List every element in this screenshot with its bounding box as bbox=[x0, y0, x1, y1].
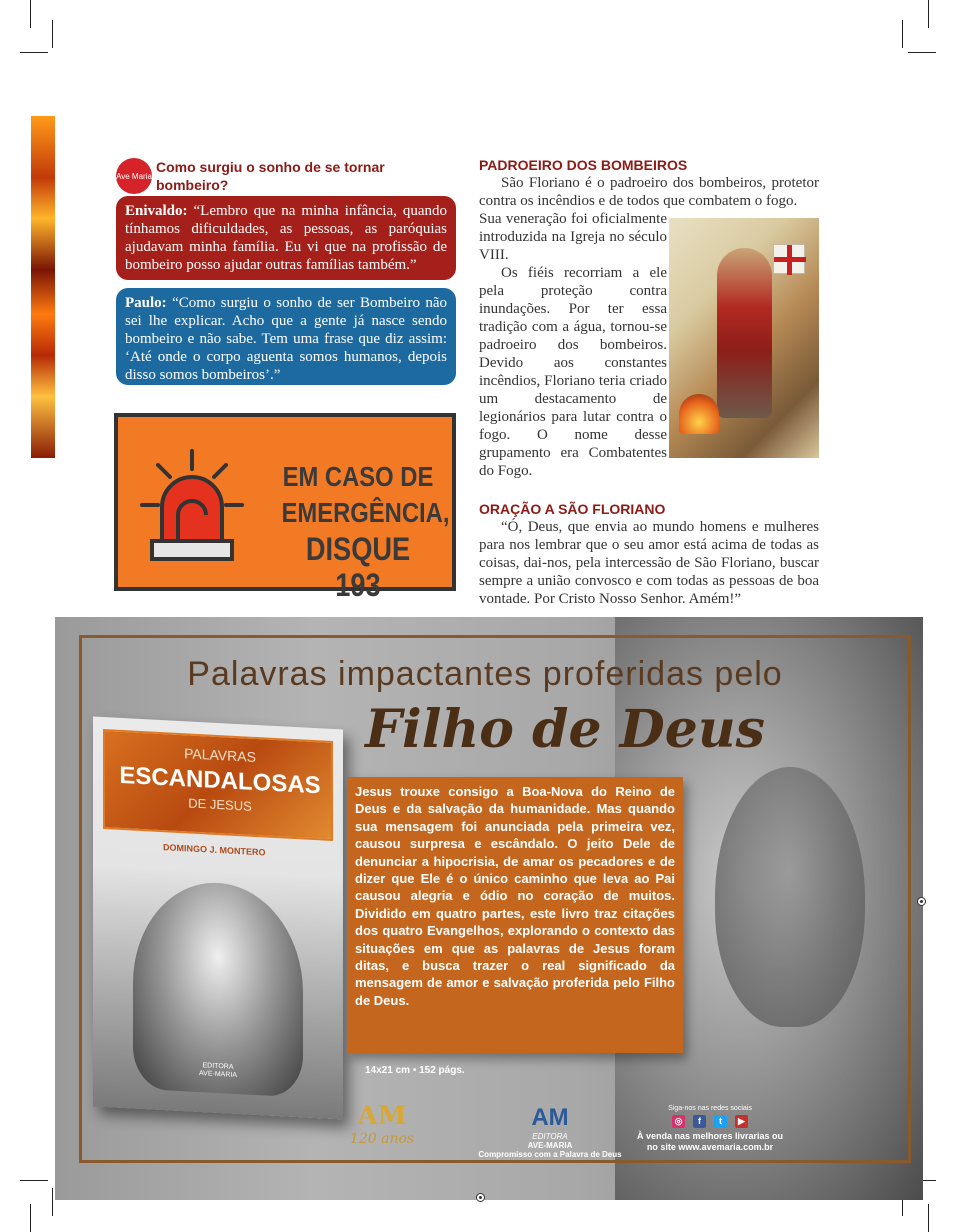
answer-text: “Lembro que na minha infância, quando tínhamos dificuldades, as pessoas, as paróquias ajudavam minha família. Eu vi que na profissão de bombeiro posso ajudar outras famílias também.” bbox=[125, 203, 447, 273]
qa-header bbox=[116, 158, 456, 194]
book-description: Jesus trouxe consigo a Boa-Nova do Reino de Deus e da salvação da humanidade. Mas quando sua mensagem foi anunciada pela primeira vez, causou surpresa e escândalo. O jeito Dele de denunciar a hipocrisia, de amar os pecadores e de dizer que Ele é o único caminho que leva ao Pai causou alegria e ódio no coração de muitos. Dividido em quatro partes, este livro traz citações dos quatro Evangelhos, explorando o contexto das situações em que as palavras de Jesus foram ditas, e busca trazer o real significado da mensagem de amor e salvação proferida pelo Filho de Deus. bbox=[347, 777, 683, 1053]
sale-line2: no site www.avemaria.com.br bbox=[646, 1142, 774, 1152]
book-title-panel bbox=[103, 729, 333, 841]
patron-paragraph-2: Os fiéis recorriam a ele pela proteção contra inundações. Por ter essa tradição com a água, tornou-se padroeiro dos bombeiros. Devido aos constantes incêndios, Floriano teria criado um destacamento de legionários para lutar contra o fogo. O nome desse grupamento era Combatentes do Fogo. bbox=[479, 265, 667, 479]
book-cover bbox=[93, 716, 343, 1119]
editora-line3: Compromisso com a Palavra de Deus bbox=[478, 1150, 622, 1159]
flag-icon bbox=[773, 244, 805, 274]
emergency-line2: EMERGÊNCIA, bbox=[281, 497, 450, 528]
spacer bbox=[479, 480, 819, 500]
book-specs: 14x21 cm • 152 págs. bbox=[365, 1065, 465, 1076]
answer-speaker: Enivaldo: bbox=[125, 203, 188, 219]
twitter-icon[interactable]: t bbox=[714, 1115, 727, 1128]
emergency-line1: EM CASO DE bbox=[282, 461, 434, 492]
patron-paragraph-1b: Sua veneração foi oficialmente introduzida na Igreja no século VIII. bbox=[479, 211, 667, 263]
editora-mark: AM bbox=[531, 1104, 569, 1131]
social-block bbox=[635, 1105, 785, 1153]
saint-florian-image bbox=[669, 218, 819, 458]
fire-strip-image bbox=[31, 116, 55, 458]
book-title-main: ESCANDALOSAS bbox=[119, 761, 321, 800]
flame-icon bbox=[679, 394, 719, 434]
answer-speaker: Paulo: bbox=[125, 295, 167, 311]
crop-mark bbox=[52, 20, 53, 48]
social-icons bbox=[635, 1115, 785, 1128]
book-publisher-line1: EDITORA bbox=[202, 1062, 234, 1071]
book-title-top: PALAVRAS bbox=[184, 745, 256, 765]
crop-mark bbox=[928, 1204, 929, 1232]
siren-icon bbox=[140, 445, 244, 565]
section-title-patron: PADROEIRO DOS BOMBEIROS bbox=[479, 157, 688, 173]
book-author: DOMINGO J. MONTERO bbox=[163, 842, 266, 858]
book-publisher-line2: AVE-MARIA bbox=[199, 1070, 237, 1079]
editora-line2: AVE-MARIA bbox=[527, 1141, 573, 1150]
emergency-text bbox=[281, 459, 450, 603]
editora-line1: EDITORA bbox=[532, 1132, 568, 1141]
crop-mark bbox=[20, 52, 48, 53]
patron-paragraph-1a: São Floriano é o padroeiro dos bombeiros, protetor contra os incêndios e de todos que combatem o fogo. bbox=[479, 175, 819, 209]
facebook-icon[interactable]: f bbox=[693, 1115, 706, 1128]
book-advertisement bbox=[55, 617, 923, 1200]
crop-mark bbox=[30, 1204, 31, 1232]
crop-mark bbox=[52, 1188, 53, 1216]
crop-mark bbox=[30, 0, 31, 28]
crop-mark bbox=[908, 52, 936, 53]
emergency-box bbox=[114, 413, 456, 603]
crop-mark bbox=[928, 0, 929, 28]
saint-figure bbox=[717, 248, 772, 418]
book-publisher bbox=[199, 1062, 237, 1080]
answer-bubble-enivaldo bbox=[116, 196, 456, 280]
book-title-bottom: DE JESUS bbox=[188, 795, 252, 814]
instagram-icon[interactable]: ◎ bbox=[672, 1115, 685, 1128]
ad-headline: Palavras impactantes proferidas pelo bbox=[187, 655, 783, 693]
crop-mark bbox=[20, 1180, 48, 1181]
logo-editora bbox=[475, 1104, 625, 1160]
registration-mark-icon bbox=[476, 1193, 485, 1202]
qa-question: Como surgiu o sonho de se tornar bombeiro? bbox=[156, 159, 385, 193]
logo-120-years: 120 anos bbox=[349, 1131, 415, 1147]
logo-120-anos bbox=[337, 1101, 427, 1161]
social-follow: Siga-nos nas redes sociais bbox=[668, 1105, 752, 1112]
prayer-text: “Ó, Deus, que envia ao mundo homens e mulheres para nos lembrar que o seu amor está acima de todas as coisas, dai-nos, pela intercessão de São Floriano, buscar sempre a união convosco e com todas as pessoas de boa vontade. Por Cristo Nosso Senhor. Amém!” bbox=[479, 519, 819, 607]
registration-mark-icon bbox=[917, 897, 926, 906]
answer-bubble-paulo bbox=[116, 288, 456, 385]
emergency-line3: DISQUE 193 bbox=[305, 531, 411, 603]
logo-120-mark: AM bbox=[357, 1101, 407, 1131]
answer-text: “Como surgiu o sonho de ser Bombeiro não sei lhe explicar. Acho que a gente já nasce sendo bombeiro e não sabe. Tem uma frase que diz assim: ‘Até onde o corpo aguenta somos humanos, depois disso somos bombeiros’.” bbox=[125, 295, 447, 383]
sale-line1: À venda nas melhores livrarias ou bbox=[636, 1131, 784, 1141]
ad-subheadline: Filho de Deus bbox=[365, 699, 765, 760]
ave-maria-badge-icon: Ave Maria bbox=[116, 158, 152, 194]
section-title-prayer: ORAÇÃO A SÃO FLORIANO bbox=[479, 501, 666, 517]
youtube-icon[interactable]: ▶ bbox=[735, 1115, 748, 1128]
crop-mark bbox=[902, 20, 903, 48]
